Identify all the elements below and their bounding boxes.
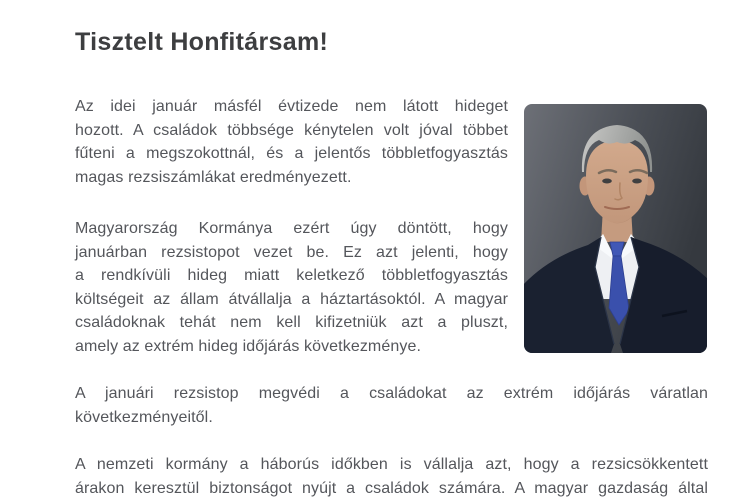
text-line: januárban rezsistopot vezet be. Ez azt jelenti, hogy <box>75 243 508 261</box>
text-line: a rendkívüli hideg miatt keletkező többletfogyasztás <box>75 267 508 284</box>
text-line: hozott. A családok többsége kénytelen volt jóval többet <box>75 121 508 139</box>
text-line: családoknak tehát nem kell kifizetniük azt a pluszt, <box>75 314 508 331</box>
text-line: árakon keresztül biztonságot nyújt a családok számára. A magyar gazdaság által <box>75 479 708 497</box>
paragraph-3 <box>75 382 708 429</box>
paragraph-2 <box>75 217 508 358</box>
text-line: fűteni a megszokottnál, és a jelentős többletfogyasztás <box>75 145 508 162</box>
text-line: Az idei január másfél évtizede nem látott hideget <box>75 98 508 115</box>
eye-right <box>632 179 642 184</box>
text-line: A nemzeti kormány a háborús időkben is vállalja azt, hogy a rezsicsökkentett <box>75 456 708 473</box>
text-line: Magyarország Kormánya ezért úgy döntött, hogy <box>75 220 508 237</box>
portrait-photo <box>524 104 707 353</box>
text-line: amely az extrém hideg időjárás következménye. <box>75 337 421 355</box>
text-line: magas rezsiszámlákat eredményezett. <box>75 168 352 186</box>
paragraph-1 <box>75 95 508 189</box>
text-line: következményeitől. <box>75 408 213 426</box>
page-title: Tisztelt Honfitársam! <box>75 28 329 56</box>
paragraph-4 <box>75 453 708 500</box>
eye-left <box>602 179 612 184</box>
portrait-svg <box>524 104 707 353</box>
text-line: A januári rezsistop megvédi a családokat az extrém időjárás váratlan <box>75 385 708 402</box>
text-line: költségeit az állam átvállalja a háztartásoktól. A magyar <box>75 290 508 308</box>
